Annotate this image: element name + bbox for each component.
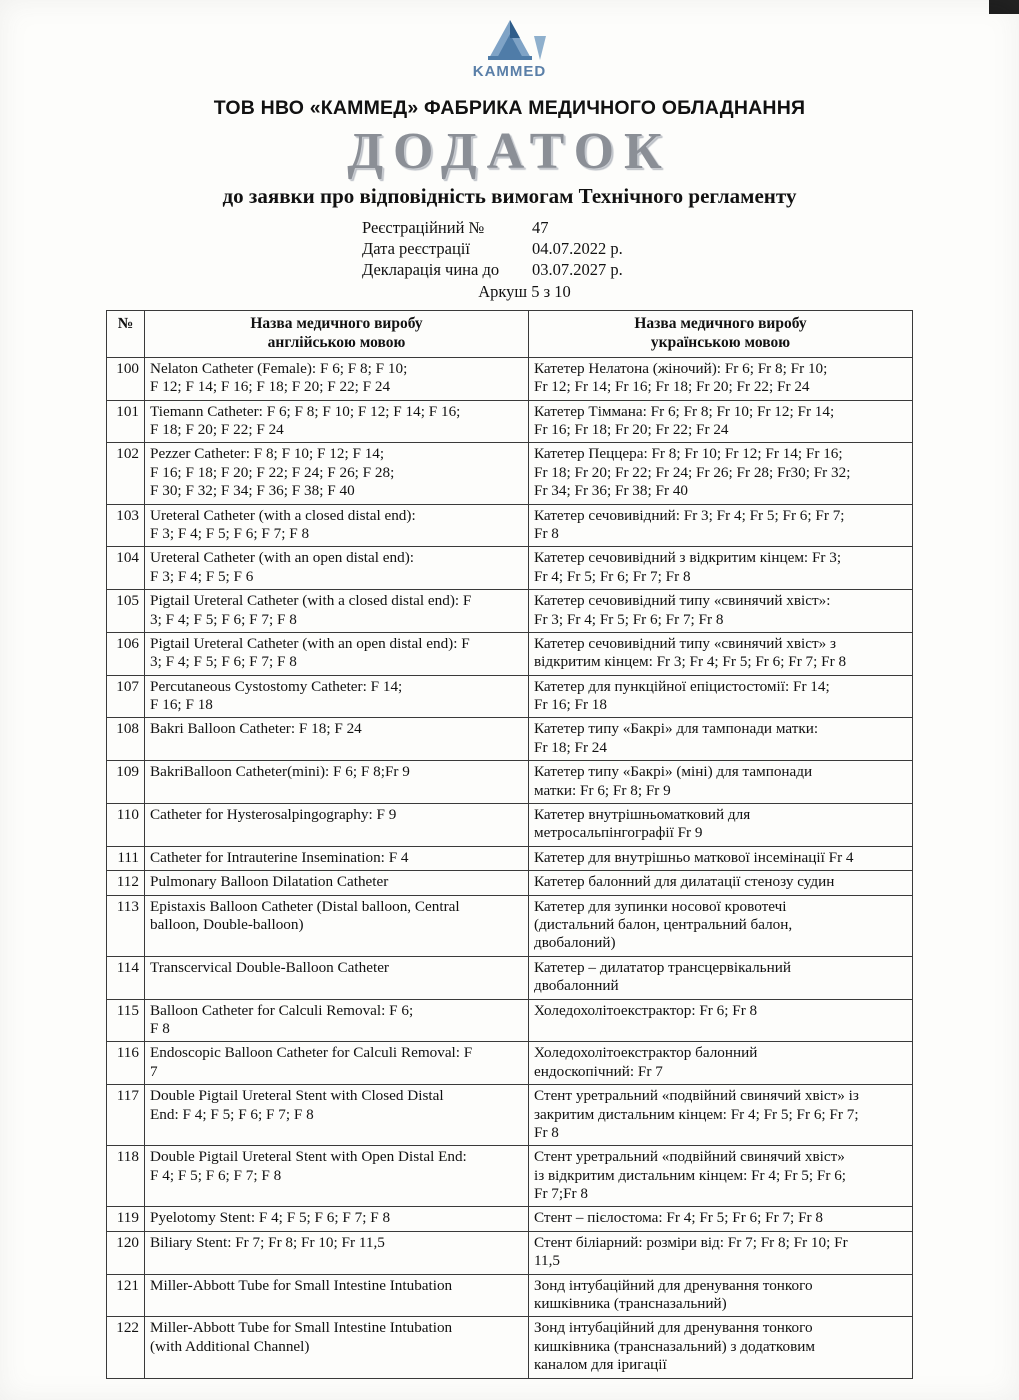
cell-line: BakriBalloon Catheter(mini): F 6; F 8;Fr 9 xyxy=(150,763,410,781)
cell-name-ukrainian xyxy=(529,400,913,443)
cell-line: Катетер для пункційної епіцистостомії: Fr 14; xyxy=(534,677,830,695)
cell-name-ukrainian xyxy=(529,1231,913,1274)
cell-line: Pezzer Catheter: F 8; F 10; F 12; F 14; xyxy=(150,445,385,463)
cell-name-english xyxy=(145,1207,529,1231)
cell-name-ukrainian xyxy=(529,675,913,718)
page-subtitle: до заявки про відповідність вимогам Технічного регламенту xyxy=(222,184,797,208)
cell-number: 121 xyxy=(107,1274,145,1317)
cell-line: Катетер сечовивідний: Fr 3; Fr 4; Fr 5; Fr 6; Fr 7; xyxy=(534,506,845,524)
cell-number: 118 xyxy=(107,1146,145,1207)
cell-line: Catheter for Hysterosalpingography: F 9 xyxy=(150,806,397,824)
cell-number: 107 xyxy=(107,675,145,718)
cell-number: 115 xyxy=(107,999,145,1042)
cell-line: F 30; F 32; F 34; F 36; F 38; F 40 xyxy=(150,482,355,500)
cell-name-english xyxy=(145,1042,529,1085)
cell-number: 111 xyxy=(107,846,145,870)
cell-name-ukrainian xyxy=(529,590,913,633)
cell-name-english xyxy=(145,804,529,847)
cell-line: F 3; F 4; F 5; F 6; F 7; F 8 xyxy=(150,524,310,542)
cell-line: Catheter for Intrauterine Insemination: F 4 xyxy=(150,848,409,866)
cell-name-english xyxy=(145,1317,529,1378)
cell-number: 119 xyxy=(107,1207,145,1231)
cell-line: Катетер Тіммана: Fr 6; Fr 8; Fr 10; Fr 12; Fr 14; xyxy=(534,402,835,420)
cell-name-ukrainian xyxy=(529,999,913,1042)
cell-line: кишківника (трансназальний) з додатковим xyxy=(534,1337,815,1355)
cell-name-english xyxy=(145,1085,529,1146)
cell-line: Стент біліарний: розміри від: Fr 7; Fr 8; Fr 10; Fr xyxy=(534,1233,848,1251)
cell-line: двобалонний xyxy=(534,977,619,995)
cell-line: відкритим кінцем: Fr 3; Fr 4; Fr 5; Fr 6; Fr 7; Fr 8 xyxy=(534,653,847,671)
column-header-ukrainian xyxy=(529,311,913,358)
cell-name-ukrainian xyxy=(529,632,913,675)
cell-line: Катетер типу «Бакрі» (міні) для тампонади xyxy=(534,763,813,781)
cell-name-english xyxy=(145,956,529,999)
cell-line: Катетер сечовивідний типу «свинячий хвіст»: xyxy=(534,592,831,610)
column-header-english xyxy=(145,311,529,358)
cell-line: Fr 12; Fr 14; Fr 16; Fr 18; Fr 20; Fr 22; Fr 24 xyxy=(534,378,810,396)
table-row xyxy=(107,1207,913,1231)
cell-line: F 12; F 14; F 16; F 18; F 20; F 22; F 24 xyxy=(150,378,391,396)
cell-line: Fr 3; Fr 4; Fr 5; Fr 6; Fr 7; Fr 8 xyxy=(534,610,724,628)
cell-line: Fr 8 xyxy=(534,524,559,542)
table-row xyxy=(107,675,913,718)
cell-line: balloon, Double-balloon) xyxy=(150,915,304,933)
cell-line: Double Pigtail Ureteral Stent with Closed Distal xyxy=(150,1087,444,1105)
cell-name-ukrainian xyxy=(529,1274,913,1317)
cell-line: Катетер сечовивідний типу «свинячий хвіст» з xyxy=(534,634,837,652)
cell-line: Катетер – дилататор трансцервікальний xyxy=(534,958,791,976)
table-row xyxy=(107,1042,913,1085)
table-row xyxy=(107,718,913,761)
cell-name-ukrainian xyxy=(529,804,913,847)
cell-line: Fr 4; Fr 5; Fr 6; Fr 7; Fr 8 xyxy=(534,567,691,585)
cell-name-english xyxy=(145,761,529,804)
meta-value: 47 xyxy=(532,218,549,237)
table-row xyxy=(107,761,913,804)
cell-name-ukrainian xyxy=(529,1085,913,1146)
cell-line: Зонд інтубаційний для дренування тонкого xyxy=(534,1276,813,1294)
cell-line: метросальпінгографії Fr 9 xyxy=(534,824,703,842)
cell-name-ukrainian xyxy=(529,1146,913,1207)
table-header-row xyxy=(107,311,913,358)
table-row xyxy=(107,804,913,847)
table-row xyxy=(107,1231,913,1274)
logo-wordmark: KAMMED xyxy=(472,63,547,80)
cell-number: 113 xyxy=(107,895,145,956)
meta-label: Декларація чина до xyxy=(362,260,500,280)
cell-line: (дистальний балон, центральний балон, xyxy=(534,915,793,933)
cell-name-ukrainian xyxy=(529,1207,913,1231)
cell-number: 105 xyxy=(107,590,145,633)
cell-line: Percutaneous Cystostomy Catheter: F 14; xyxy=(150,677,403,695)
cell-line: Fr 8 xyxy=(534,1123,559,1141)
cell-line: Катетер балонний для дилатації стенозу судин xyxy=(534,873,835,891)
table-row xyxy=(107,1085,913,1146)
cell-line: Катетер Пеццера: Fr 8; Fr 10; Fr 12; Fr 14; Fr 16; xyxy=(534,445,843,463)
cell-line: Зонд інтубаційний для дренування тонкого xyxy=(534,1319,813,1337)
meta-label: Реєстраційний № xyxy=(362,218,485,237)
cell-line: Pulmonary Balloon Dilatation Catheter xyxy=(150,873,389,891)
table-row xyxy=(107,357,913,400)
cell-name-english xyxy=(145,590,529,633)
cell-name-english xyxy=(145,846,529,870)
cell-line: Endoscopic Balloon Catheter for Calculi Removal: F xyxy=(150,1044,473,1062)
cell-name-english xyxy=(145,1274,529,1317)
cell-name-english xyxy=(145,632,529,675)
cell-name-ukrainian xyxy=(529,871,913,895)
cell-number: 103 xyxy=(107,504,145,547)
cell-line: 3; F 4; F 5; F 6; F 7; F 8 xyxy=(150,610,297,628)
column-header-ukrainian-line2: українською мовою xyxy=(650,334,791,352)
cell-number: 109 xyxy=(107,761,145,804)
meta-row-registration-number xyxy=(362,217,1019,238)
cell-line: Fr 18; Fr 24 xyxy=(534,738,607,756)
cell-line: 11,5 xyxy=(534,1252,561,1270)
cell-line: F 16; F 18; F 20; F 22; F 24; F 26; F 28; xyxy=(150,463,395,481)
column-header-english-line1: Назва медичного виробу xyxy=(250,315,423,333)
cell-name-english xyxy=(145,895,529,956)
cell-line: Катетер для зупинки носової кровотечі xyxy=(534,897,787,915)
column-header-number: № xyxy=(107,311,145,358)
cell-line: Miller-Abbott Tube for Small Intestine Intubation xyxy=(150,1276,453,1294)
table-row xyxy=(107,871,913,895)
column-header-ukrainian-line1: Назва медичного виробу xyxy=(634,315,807,333)
cell-name-english xyxy=(145,675,529,718)
products-table xyxy=(106,310,913,1378)
cell-name-english xyxy=(145,871,529,895)
kammed-logo xyxy=(450,14,570,80)
cell-line: Катетер типу «Бакрі» для тампонади матки: xyxy=(534,720,819,738)
column-header-english-line2: англійською мовою xyxy=(267,334,406,352)
meta-value: 03.07.2027 р. xyxy=(532,260,623,280)
cell-name-english xyxy=(145,547,529,590)
cell-line: Ureteral Catheter (with an open distal end): xyxy=(150,549,414,567)
cell-line: Biliary Stent: Fr 7; Fr 8; Fr 10; Fr 11,5 xyxy=(150,1233,385,1251)
cell-line: Fr 16; Fr 18 xyxy=(534,696,607,714)
cell-line: Bakri Balloon Catheter: F 18; F 24 xyxy=(150,720,362,738)
cell-name-english xyxy=(145,357,529,400)
cell-line: 7 xyxy=(150,1062,158,1080)
cell-line: двобалоний) xyxy=(534,934,616,952)
company-name: ТОВ НВО «КАММЕД» ФАБРИКА МЕДИЧНОГО ОБЛАДНАННЯ xyxy=(213,97,806,119)
table-row xyxy=(107,956,913,999)
cell-line: Катетер внутрішньоматковий для xyxy=(534,806,751,824)
table-row xyxy=(107,1274,913,1317)
table-row xyxy=(107,547,913,590)
cell-name-ukrainian xyxy=(529,547,913,590)
cell-line: Стент уретральний «подвійний свинячий хвіст» із xyxy=(534,1087,859,1105)
registration-meta xyxy=(0,217,1019,280)
cell-line: (with Additional Channel) xyxy=(150,1337,310,1355)
cell-line: Fr 18; Fr 20; Fr 22; Fr 24; Fr 26; Fr 28; Fr30; Fr 32; xyxy=(534,463,851,481)
cell-line: F 8 xyxy=(150,1019,170,1037)
cell-number: 120 xyxy=(107,1231,145,1274)
table-row xyxy=(107,895,913,956)
meta-label: Дата реєстрації xyxy=(362,239,470,259)
cell-line: Холедохолітоекстрактор: Fr 6; Fr 8 xyxy=(534,1001,758,1019)
cell-name-english xyxy=(145,1231,529,1274)
table-row xyxy=(107,504,913,547)
cell-line: ендоскопічний: Fr 7 xyxy=(534,1062,663,1080)
cell-name-ukrainian xyxy=(529,956,913,999)
cell-name-english xyxy=(145,718,529,761)
cell-line: F 16; F 18 xyxy=(150,696,213,714)
table-body xyxy=(107,357,913,1378)
cell-line: Стент – пієлостома: Fr 4; Fr 5; Fr 6; Fr 7; Fr 8 xyxy=(534,1209,823,1227)
cell-line: End: F 4; F 5; F 6; F 7; F 8 xyxy=(150,1105,314,1123)
cell-number: 108 xyxy=(107,718,145,761)
sheet-number: Аркуш 5 з 10 xyxy=(478,282,571,302)
cell-line: матки: Fr 6; Fr 8; Fr 9 xyxy=(534,781,671,799)
scan-corner-mark xyxy=(989,0,1019,14)
cell-number: 110 xyxy=(107,804,145,847)
cell-line: Катетер Нелатона (жіночий): Fr 6; Fr 8; Fr 10; xyxy=(534,359,828,377)
cell-line: Стент уретральний «подвійний свинячий хвіст» xyxy=(534,1148,845,1166)
cell-line: Nelaton Catheter (Female): F 6; F 8; F 10; xyxy=(150,359,408,377)
cell-number: 102 xyxy=(107,443,145,504)
cell-name-ukrainian xyxy=(529,895,913,956)
cell-line: Катетер для внутрішньо маткової інсемінації Fr 4 xyxy=(534,848,854,866)
cell-name-ukrainian xyxy=(529,443,913,504)
cell-line: F 3; F 4; F 5; F 6 xyxy=(150,567,254,585)
table-row xyxy=(107,999,913,1042)
table-row xyxy=(107,1317,913,1378)
cell-name-ukrainian xyxy=(529,1042,913,1085)
cell-line: Ureteral Catheter (with a closed distal end): xyxy=(150,506,416,524)
cell-number: 114 xyxy=(107,956,145,999)
meta-value: 04.07.2022 р. xyxy=(532,239,623,259)
logo-area xyxy=(0,0,1019,85)
page-title: ДОДАТОК xyxy=(347,123,672,180)
cell-number: 100 xyxy=(107,357,145,400)
cell-number: 116 xyxy=(107,1042,145,1085)
cell-line: F 4; F 5; F 6; F 7; F 8 xyxy=(150,1166,282,1184)
cell-number: 106 xyxy=(107,632,145,675)
cell-name-ukrainian xyxy=(529,761,913,804)
cell-line: Fr 34; Fr 36; Fr 38; Fr 40 xyxy=(534,482,689,500)
cell-number: 104 xyxy=(107,547,145,590)
table-row xyxy=(107,632,913,675)
cell-name-english xyxy=(145,400,529,443)
cell-line: Pigtail Ureteral Catheter (with an open distal end): F xyxy=(150,634,470,652)
table-row xyxy=(107,1146,913,1207)
cell-line: Холедохолітоекстрактор балонний xyxy=(534,1044,758,1062)
cell-number: 117 xyxy=(107,1085,145,1146)
cell-number: 112 xyxy=(107,871,145,895)
cell-line: Transcervical Double-Balloon Catheter xyxy=(150,958,389,976)
table-row xyxy=(107,590,913,633)
table-row xyxy=(107,443,913,504)
meta-row-registration-date xyxy=(362,238,1019,259)
cell-line: Tiemann Catheter: F 6; F 8; F 10; F 12; F 14; F 16; xyxy=(150,402,461,420)
cell-name-ukrainian xyxy=(529,357,913,400)
mountain-logo-icon xyxy=(450,14,570,66)
cell-line: кишківника (трансназальний) xyxy=(534,1295,727,1313)
cell-line: Fr 7;Fr 8 xyxy=(534,1185,589,1203)
cell-line: каналом для іригації xyxy=(534,1356,667,1374)
table-row xyxy=(107,400,913,443)
cell-line: Fr 16; Fr 18; Fr 20; Fr 22; Fr 24 xyxy=(534,421,729,438)
cell-line: 3; F 4; F 5; F 6; F 7; F 8 xyxy=(150,653,297,671)
cell-line: Miller-Abbott Tube for Small Intestine Intubation xyxy=(150,1319,453,1337)
cell-name-english xyxy=(145,443,529,504)
cell-name-ukrainian xyxy=(529,718,913,761)
cell-line: Double Pigtail Ureteral Stent with Open Distal End: xyxy=(150,1148,467,1166)
cell-line: F 18; F 20; F 22; F 24 xyxy=(150,421,284,438)
cell-line: закритим дистальним кінцем: Fr 4; Fr 5; Fr 6; Fr 7; xyxy=(534,1105,859,1123)
cell-line: Катетер сечовивідний з відкритим кінцем: Fr 3; xyxy=(534,549,842,567)
cell-name-ukrainian xyxy=(529,846,913,870)
cell-line: Pyelotomy Stent: F 4; F 5; F 6; F 7; F 8 xyxy=(150,1209,391,1227)
cell-line: Balloon Catheter for Calculi Removal: F 6; xyxy=(150,1001,414,1019)
cell-number: 101 xyxy=(107,400,145,443)
table-row xyxy=(107,846,913,870)
cell-line: Epistaxis Balloon Catheter (Distal balloon, Central xyxy=(150,897,460,915)
cell-name-english xyxy=(145,999,529,1042)
cell-number: 122 xyxy=(107,1317,145,1378)
cell-name-ukrainian xyxy=(529,504,913,547)
cell-line: із відкритим дистальним кінцем: Fr 4; Fr 5; Fr 6; xyxy=(534,1166,847,1184)
meta-row-declaration-valid-until xyxy=(362,259,1019,280)
cell-name-ukrainian xyxy=(529,1317,913,1378)
cell-line: Pigtail Ureteral Catheter (with a closed distal end): F xyxy=(150,592,472,610)
cell-name-english xyxy=(145,1146,529,1207)
cell-name-english xyxy=(145,504,529,547)
